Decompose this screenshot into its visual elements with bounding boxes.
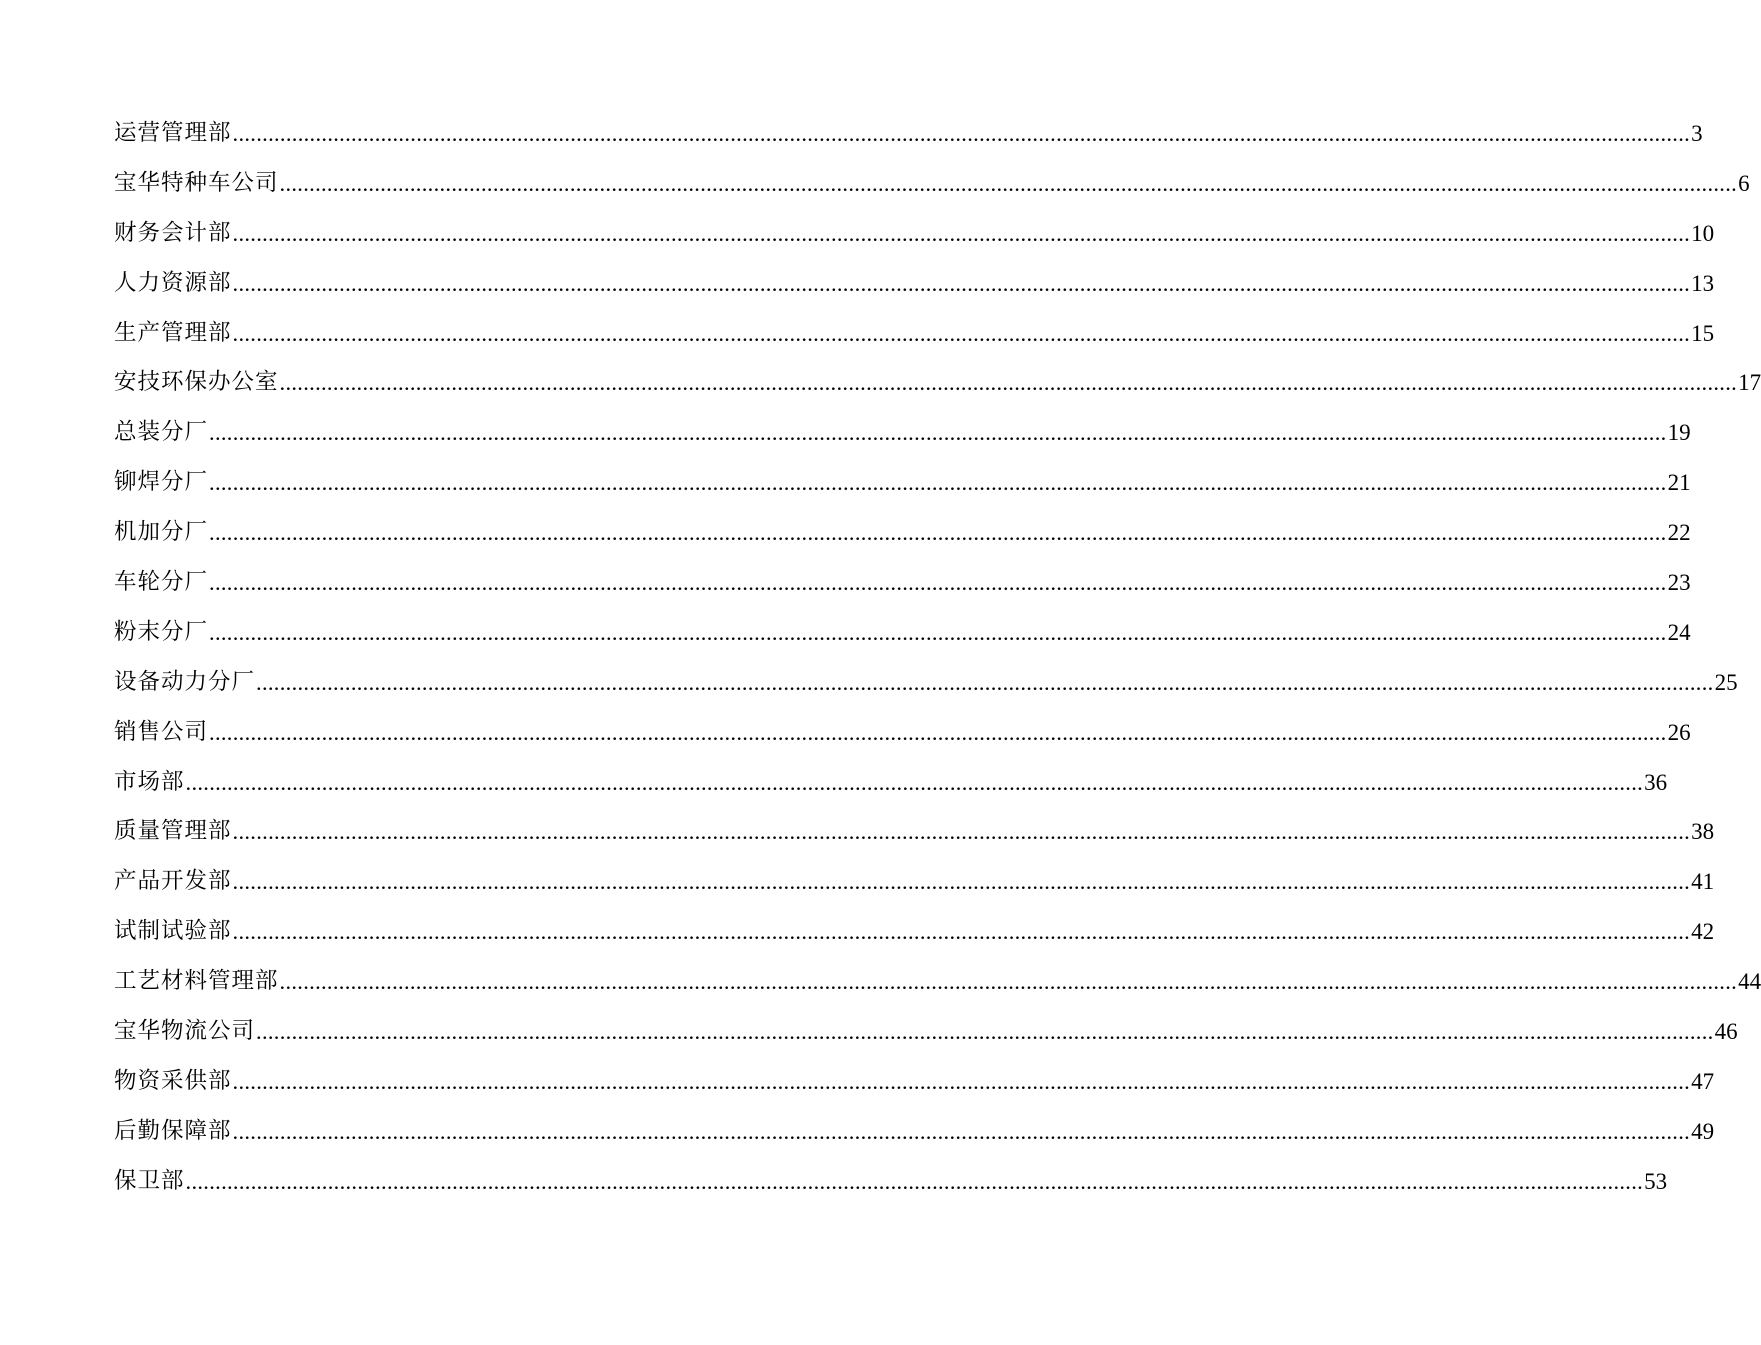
toc-entry-label: 市场部	[114, 768, 185, 795]
toc-entry-label: 粉末分厂	[114, 618, 209, 645]
toc-page-number: 26	[1667, 719, 1691, 745]
toc-page-number: 6	[1738, 170, 1750, 196]
toc-page-number: 25	[1714, 669, 1738, 695]
toc-entry-label: 人力资源部	[114, 269, 232, 296]
toc-entry[interactable]	[114, 807, 1715, 857]
table-of-contents	[114, 109, 1761, 1207]
toc-entry-label: 车轮分厂	[114, 569, 209, 595]
toc-entry[interactable]	[114, 758, 1668, 808]
toc-entry-label: 工艺材料管理部	[114, 968, 279, 995]
toc-page-number: 10	[1691, 220, 1715, 246]
toc-page-number: 24	[1667, 619, 1691, 645]
toc-leader-dots: ......................................................................................................................................................................................................................................................	[232, 270, 1691, 296]
toc-entry-label: 宝华物流公司	[114, 1018, 256, 1045]
toc-leader-dots: ......................................................................................................................................................................................................................................................	[232, 1118, 1691, 1144]
toc-entry-label: 财务会计部	[114, 219, 232, 246]
toc-leader-dots: ......................................................................................................................................................................................................................................................	[232, 869, 1691, 895]
toc-entry[interactable]	[114, 558, 1691, 608]
toc-entry[interactable]	[114, 408, 1691, 458]
toc-entry-label: 试制试验部	[114, 918, 232, 945]
toc-entry[interactable]	[114, 159, 1750, 209]
toc-entry[interactable]	[114, 358, 1761, 408]
toc-entry[interactable]	[114, 608, 1691, 658]
toc-entry-label: 运营管理部	[114, 119, 232, 146]
toc-entry[interactable]	[114, 109, 1703, 159]
toc-page-number: 47	[1691, 1068, 1715, 1094]
toc-leader-dots: ......................................................................................................................................................................................................................................................	[209, 420, 1667, 446]
toc-entry-label: 物资采供部	[114, 1067, 232, 1094]
toc-page-number: 19	[1667, 420, 1691, 446]
toc-leader-dots: ......................................................................................................................................................................................................................................................	[232, 120, 1691, 146]
toc-entry-label: 生产管理部	[114, 319, 232, 346]
toc-leader-dots: ......................................................................................................................................................................................................................................................	[185, 1168, 1644, 1194]
toc-page-number: 42	[1691, 919, 1715, 945]
toc-page-number: 49	[1691, 1118, 1715, 1144]
toc-page-number: 44	[1738, 969, 1761, 995]
toc-entry[interactable]	[114, 907, 1715, 957]
toc-page-number: 3	[1691, 120, 1703, 146]
toc-entry-label: 销售公司	[114, 718, 209, 745]
toc-entry[interactable]	[114, 508, 1691, 558]
toc-entry-label: 产品开发部	[114, 868, 232, 895]
toc-entry[interactable]	[114, 1057, 1715, 1107]
toc-leader-dots: ......................................................................................................................................................................................................................................................	[209, 719, 1667, 745]
toc-page-number: 13	[1691, 270, 1715, 296]
toc-leader-dots: ......................................................................................................................................................................................................................................................	[232, 819, 1691, 845]
toc-page-number: 15	[1691, 320, 1715, 346]
toc-entry-label: 后勤保障部	[114, 1117, 232, 1144]
toc-leader-dots: ......................................................................................................................................................................................................................................................	[256, 669, 1714, 695]
toc-entry[interactable]	[114, 658, 1738, 708]
toc-leader-dots: ......................................................................................................................................................................................................................................................	[185, 769, 1644, 795]
toc-page-number: 38	[1691, 819, 1715, 845]
toc-leader-dots: ......................................................................................................................................................................................................................................................	[232, 220, 1691, 246]
toc-page-number: 21	[1667, 470, 1691, 496]
toc-entry[interactable]	[114, 458, 1691, 508]
toc-entry[interactable]	[114, 209, 1715, 259]
toc-page-number: 17	[1738, 370, 1761, 396]
toc-entry-label: 总装分厂	[114, 419, 209, 446]
toc-entry-label: 设备动力分厂	[114, 668, 256, 695]
toc-leader-dots: ......................................................................................................................................................................................................................................................	[209, 570, 1667, 595]
toc-leader-dots: ......................................................................................................................................................................................................................................................	[209, 470, 1667, 496]
toc-page-number: 23	[1667, 570, 1691, 595]
toc-entry-label: 铆焊分厂	[114, 469, 209, 496]
toc-page-number: 36	[1644, 769, 1668, 795]
toc-leader-dots: ......................................................................................................................................................................................................................................................	[279, 170, 1738, 196]
toc-entry[interactable]	[114, 857, 1715, 907]
toc-entry[interactable]	[114, 309, 1715, 359]
toc-page-number: 22	[1667, 520, 1691, 546]
toc-entry-label: 宝华特种车公司	[114, 169, 279, 196]
toc-leader-dots: ......................................................................................................................................................................................................................................................	[279, 969, 1738, 995]
toc-page-number: 53	[1644, 1168, 1668, 1194]
toc-entry-label: 保卫部	[114, 1167, 185, 1194]
toc-leader-dots: ......................................................................................................................................................................................................................................................	[209, 619, 1667, 645]
toc-entry-label: 机加分厂	[114, 519, 209, 546]
toc-leader-dots: ......................................................................................................................................................................................................................................................	[209, 520, 1667, 546]
toc-entry[interactable]	[114, 708, 1691, 758]
toc-leader-dots: ......................................................................................................................................................................................................................................................	[232, 1068, 1691, 1094]
toc-entry[interactable]	[114, 259, 1715, 309]
toc-leader-dots: ......................................................................................................................................................................................................................................................	[279, 370, 1738, 396]
toc-leader-dots: ......................................................................................................................................................................................................................................................	[232, 320, 1691, 346]
toc-page-number: 46	[1714, 1019, 1738, 1045]
toc-leader-dots: ......................................................................................................................................................................................................................................................	[232, 919, 1691, 945]
toc-leader-dots: ......................................................................................................................................................................................................................................................	[256, 1019, 1714, 1045]
toc-entry[interactable]	[114, 1007, 1738, 1057]
toc-entry[interactable]	[114, 1107, 1715, 1157]
toc-entry[interactable]	[114, 957, 1761, 1007]
toc-entry-label: 安技环保办公室	[114, 369, 279, 396]
toc-entry[interactable]	[114, 1157, 1668, 1207]
toc-entry-label: 质量管理部	[114, 818, 232, 845]
toc-page-number: 41	[1691, 869, 1715, 895]
